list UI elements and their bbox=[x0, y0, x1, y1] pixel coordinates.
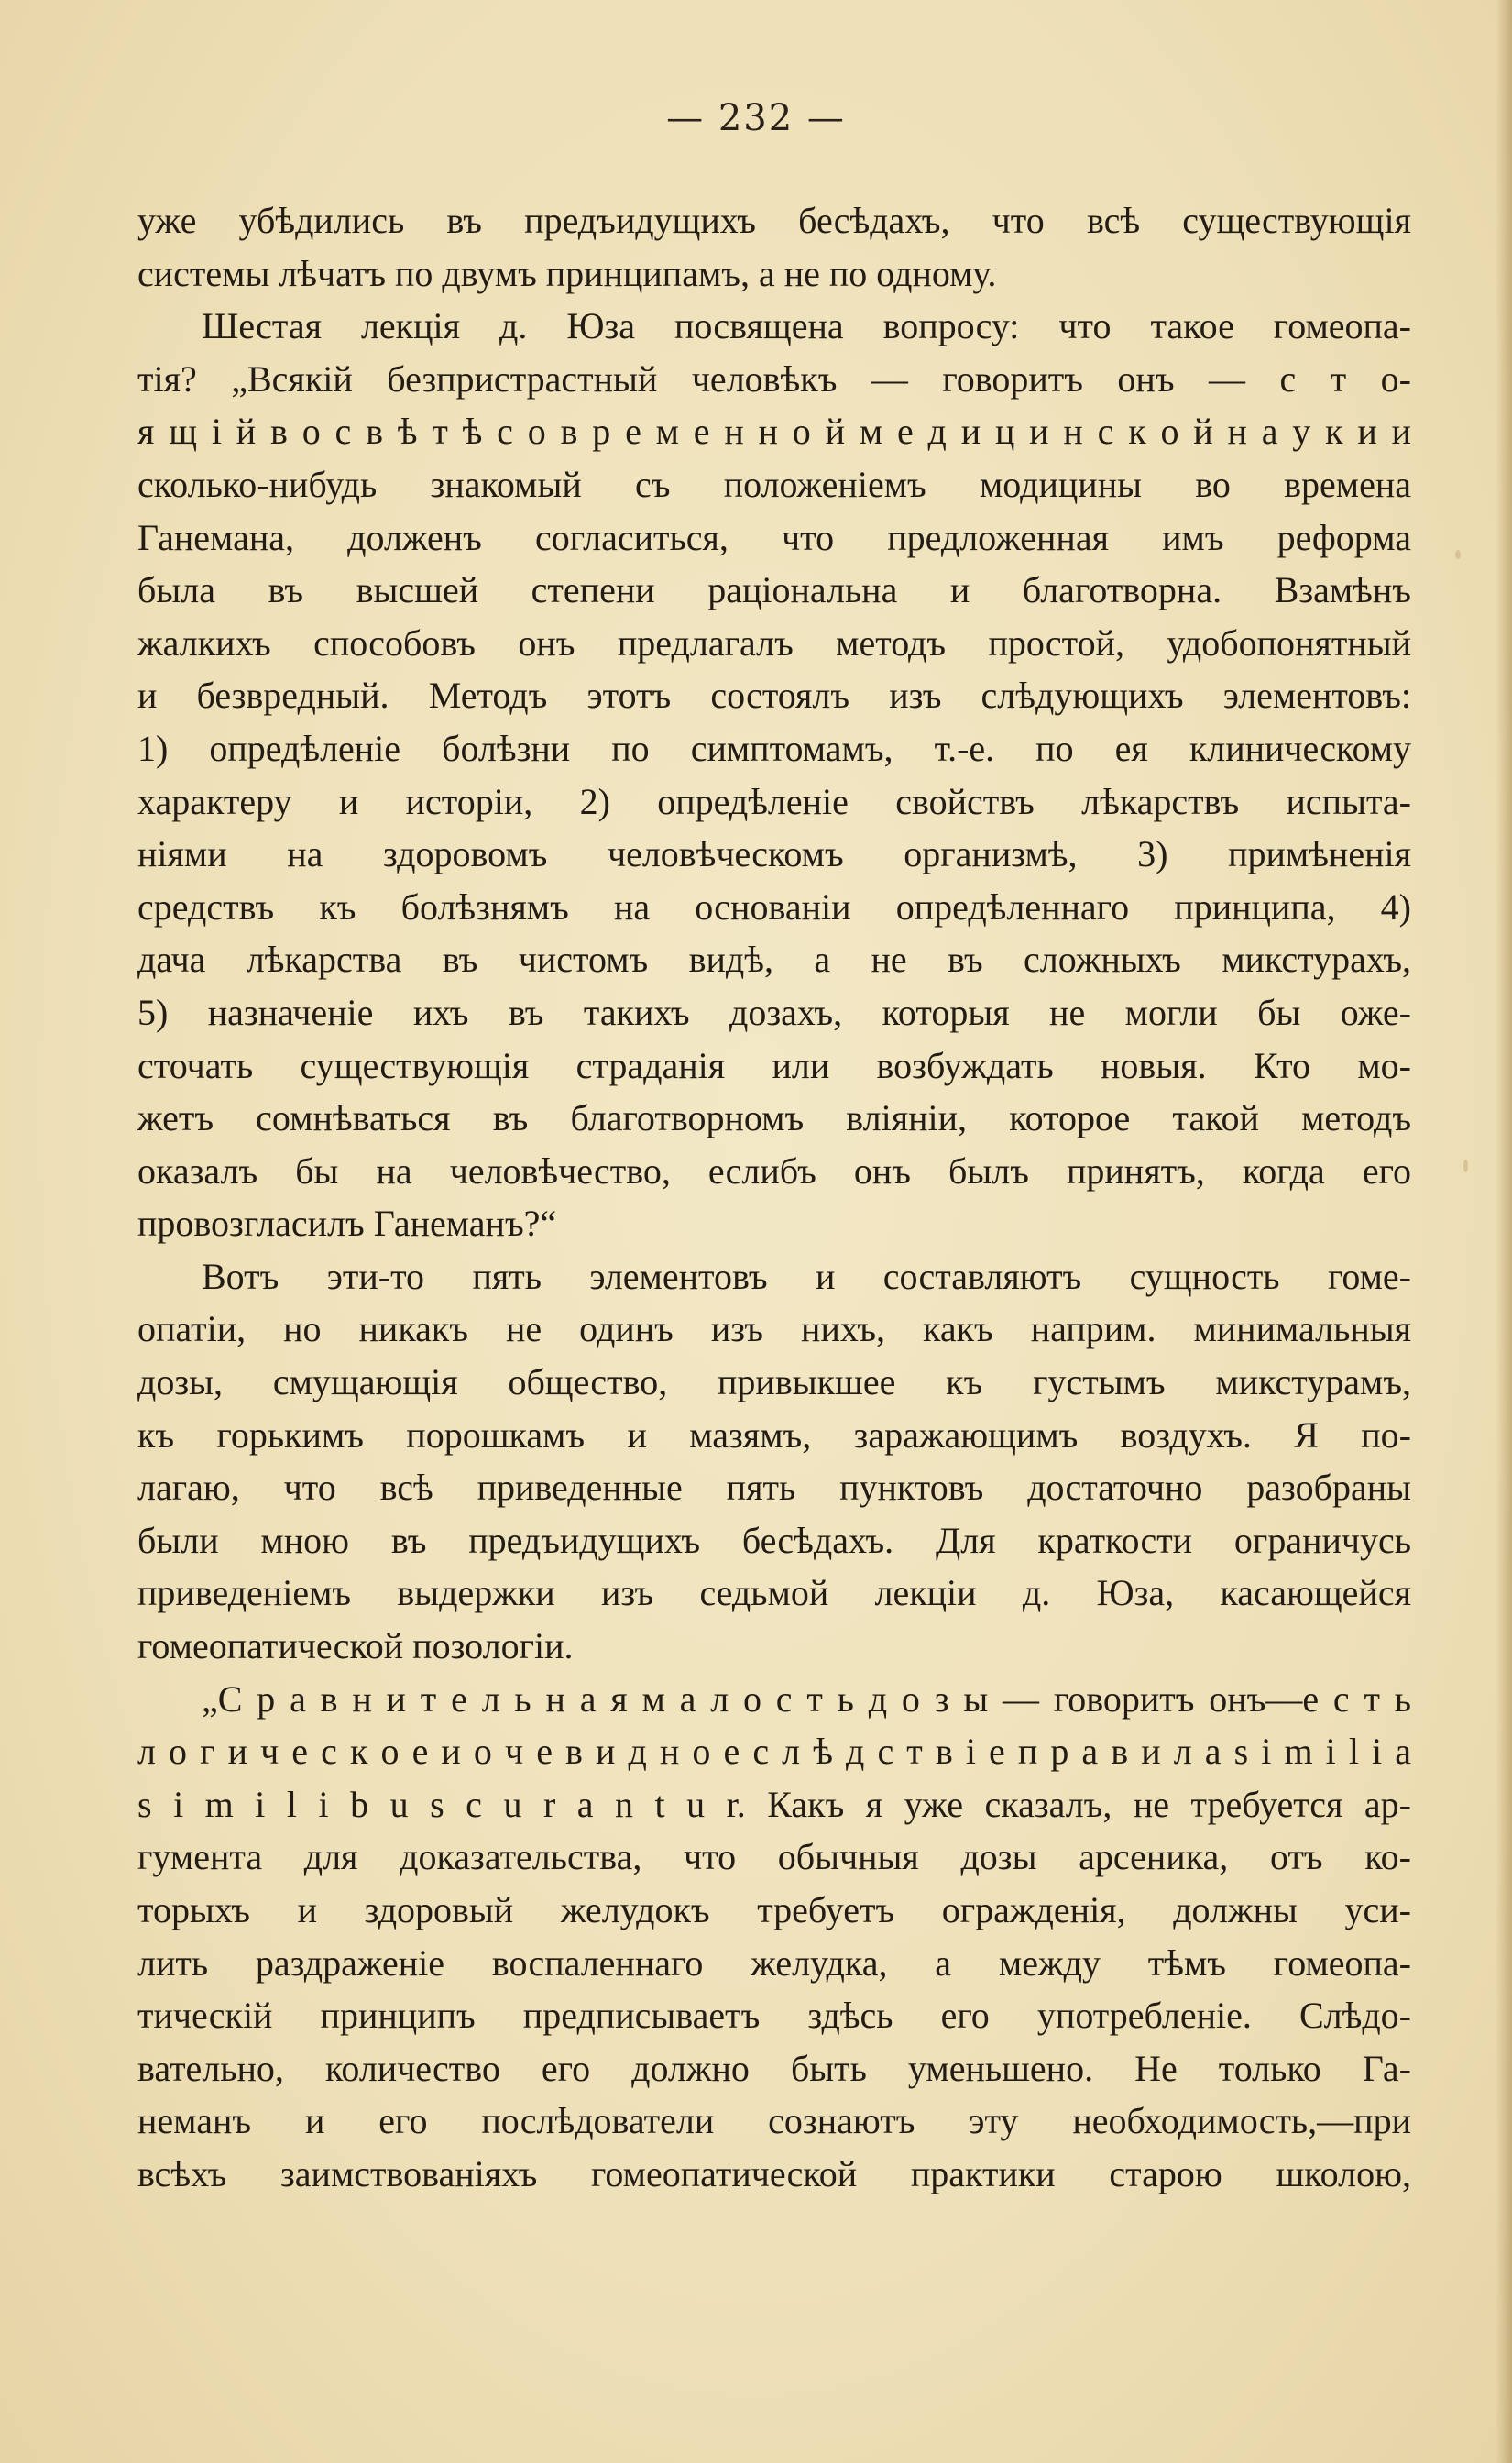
text-line: ніями на здоровомъ человѣческомъ организмѣ, 3) примѣненія bbox=[137, 833, 1411, 875]
text-line: жалкихъ способовъ онъ предлагалъ методъ простой, удобопонятный bbox=[137, 621, 1411, 664]
text-line: тія? „Всякій безпристрастный человѣкъ — говоритъ онъ — с т о- bbox=[137, 357, 1411, 400]
paper-stain bbox=[1455, 550, 1461, 559]
text-line: лить раздраженіе воспаленнаго желудка, а между тѣмъ гомеопа- bbox=[137, 1941, 1411, 1984]
text-line: 5) назначеніе ихъ въ такихъ дозахъ, которыя не могли бы оже- bbox=[137, 991, 1411, 1033]
text-line: s i m i l i b u s c u r a n t u r. Какъ я уже сказалъ, не требуется ар- bbox=[137, 1783, 1411, 1825]
text-line: Ганемана, долженъ согласиться, что предложенная имъ реформа bbox=[137, 516, 1411, 558]
paper-stain bbox=[1463, 1160, 1468, 1172]
text-line: всѣхъ заимствованіяхъ гомеопатической практики старою школою, bbox=[137, 2152, 1411, 2194]
text-line: Шестая лекція д. Юза посвящена вопросу: что такое гомеопа- bbox=[202, 305, 1411, 347]
text-line: я щ і й в о с в ѣ т ѣ с о в р е м е н н о й м е д и ц и н с к о й н а у к и и bbox=[137, 411, 1411, 453]
text-line: 1) опредѣленіе болѣзни по симптомамъ, т.-е. по ея клиническому bbox=[137, 727, 1411, 769]
text-line: гумента для доказательства, что обычныя дозы арсеника, отъ ко- bbox=[137, 1836, 1411, 1878]
text-line: опатіи, но никакъ не одинъ изъ нихъ, какъ наприм. минимальныя bbox=[137, 1308, 1411, 1350]
text-line: сколько-нибудь знакомый съ положеніемъ модицины во времена bbox=[137, 463, 1411, 505]
text-line: лагаю, что всѣ приведенные пять пунктовъ достаточно разобраны bbox=[137, 1467, 1411, 1509]
text-line: была въ высшей степени раціональна и благотворна. Взамѣнъ bbox=[137, 569, 1411, 611]
text-line: дача лѣкарства въ чистомъ видѣ, а не въ сложныхъ микстурахъ, bbox=[137, 939, 1411, 981]
text-line: вательно, количество его должно быть уменьшено. Не только Га- bbox=[137, 2047, 1411, 2089]
text-line: къ горькимъ порошкамъ и мазямъ, заражающимъ воздухъ. Я по- bbox=[137, 1413, 1411, 1456]
text-line: Вотъ эти-то пять элементовъ и составляютъ сущность гоме- bbox=[202, 1255, 1411, 1297]
text-line: тическій принципъ предписываетъ здѣсь его употребленіе. Слѣдо- bbox=[137, 1995, 1411, 2037]
text-line: л о г и ч е с к о е и о ч е в и д н о е с л ѣ д с т в і е п р а в и л а s i m i l i a bbox=[137, 1731, 1411, 1773]
body-text bbox=[137, 194, 1411, 2201]
text-line: „С р а в н и т е л ь н а я м а л о с т ь д о з ы — говоритъ онъ—е с т ь bbox=[202, 1677, 1411, 1720]
text-line: гомеопатической позологіи. bbox=[137, 1625, 574, 1667]
text-line: уже убѣдились въ предъидущихъ бесѣдахъ, что всѣ существующія bbox=[137, 200, 1411, 241]
text-line: сточать существующія страданія или возбуждать новыя. Кто мо- bbox=[137, 1044, 1411, 1086]
text-line: дозы, смущающія общество, привыкшее къ густымъ микстурамъ, bbox=[137, 1361, 1411, 1403]
page-edge-shadow bbox=[1496, 0, 1512, 2463]
text-line: характеру и исторіи, 2) опредѣленіе свойствъ лѣкарствъ испыта- bbox=[137, 780, 1411, 822]
text-line: оказалъ бы на человѣчество, еслибъ онъ былъ принятъ, когда его bbox=[137, 1149, 1411, 1192]
text-line: приведеніемъ выдержки изъ седьмой лекціи д. Юза, касающейся bbox=[137, 1572, 1411, 1614]
text-line: неманъ и его послѣдователи сознаютъ эту необходимость,—при bbox=[137, 2100, 1411, 2142]
text-line: торыхъ и здоровый желудокъ требуетъ огражденія, должны уси- bbox=[137, 1889, 1411, 1930]
text-line: и безвредный. Методъ этотъ состоялъ изъ слѣдующихъ элементовъ: bbox=[137, 675, 1411, 717]
text-line: системы лѣчатъ по двумъ принципамъ, а не по одному. bbox=[137, 252, 997, 294]
page-number: — 232 — bbox=[666, 97, 846, 139]
text-line: были мною въ предъидущихъ бесѣдахъ. Для краткости ограничусь bbox=[137, 1519, 1411, 1561]
text-line: средствъ къ болѣзнямъ на основаніи опредѣленнаго принципа, 4) bbox=[137, 885, 1411, 928]
text-line: провозгласилъ Ганеманъ?“ bbox=[137, 1203, 557, 1245]
text-line: жетъ сомнѣваться въ благотворномъ вліяніи, которое такой методъ bbox=[137, 1097, 1411, 1139]
